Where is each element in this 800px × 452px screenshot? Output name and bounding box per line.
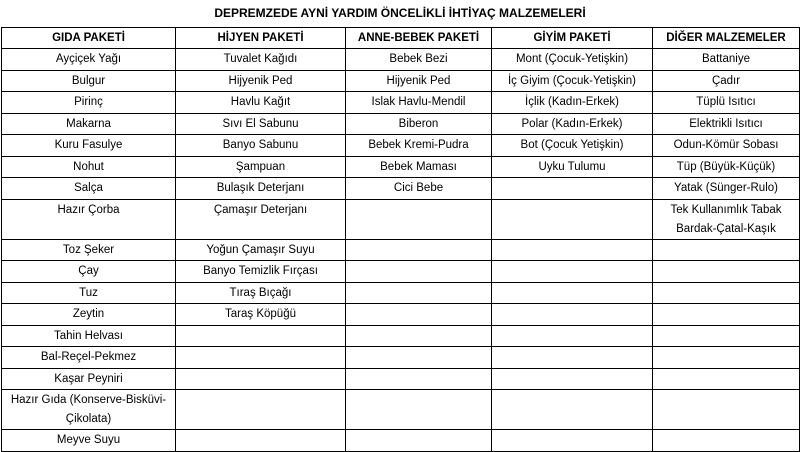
cell-hygiene xyxy=(176,325,346,347)
cell-hygiene: Taraş Köpüğü xyxy=(176,304,346,326)
table-row xyxy=(2,178,800,200)
cell-food: Nohut xyxy=(2,156,176,178)
cell-clothing xyxy=(492,282,653,304)
cell-other xyxy=(653,390,800,430)
cell-food: Tuz xyxy=(2,282,176,304)
cell-mother-baby xyxy=(346,261,492,283)
table-row xyxy=(2,325,800,347)
cell-hygiene: Tıraş Bıçağı xyxy=(176,282,346,304)
cell-hygiene: Tuvalet Kağıdı xyxy=(176,49,346,71)
table-row xyxy=(2,199,800,239)
table-row xyxy=(2,70,800,92)
cell-food: Bal-Reçel-Pekmez xyxy=(2,347,176,369)
cell-clothing: Uyku Tulumu xyxy=(492,156,653,178)
cell-hygiene: Banyo Sabunu xyxy=(176,135,346,157)
cell-clothing xyxy=(492,178,653,200)
cell-clothing xyxy=(492,390,653,430)
cell-clothing xyxy=(492,304,653,326)
cell-clothing: İçlik (Kadın-Erkek) xyxy=(492,92,653,114)
cell-clothing xyxy=(492,368,653,390)
cell-other xyxy=(653,347,800,369)
cell-other: Odun-Kömür Sobası xyxy=(653,135,800,157)
cell-hygiene xyxy=(176,368,346,390)
header-hygiene-package: HİJYEN PAKETİ xyxy=(176,28,346,49)
table-row xyxy=(2,239,800,261)
table-row xyxy=(2,261,800,283)
cell-mother-baby xyxy=(346,304,492,326)
cell-mother-baby xyxy=(346,347,492,369)
cell-clothing: Mont (Çocuk-Yetişkin) xyxy=(492,49,653,71)
table-row xyxy=(2,368,800,390)
cell-mother-baby: Hijyenik Ped xyxy=(346,70,492,92)
cell-hygiene: Havlu Kağıt xyxy=(176,92,346,114)
cell-mother-baby xyxy=(346,199,492,239)
cell-other: Tüp (Büyük-Küçük) xyxy=(653,156,800,178)
cell-mother-baby: Bebek Kremi-Pudra xyxy=(346,135,492,157)
cell-mother-baby: Cici Bebe xyxy=(346,178,492,200)
cell-mother-baby: Islak Havlu-Mendil xyxy=(346,92,492,114)
cell-hygiene xyxy=(176,430,346,452)
supply-table xyxy=(1,27,800,452)
page-title: DEPREMZEDE AYNİ YARDIM ÖNCELİKLİ İHTİYAÇ MALZEMELERİ xyxy=(214,6,586,20)
cell-food: Pirinç xyxy=(2,92,176,114)
cell-other xyxy=(653,430,800,452)
cell-other xyxy=(653,261,800,283)
cell-food: Kuru Fasulye xyxy=(2,135,176,157)
cell-other xyxy=(653,368,800,390)
table-row xyxy=(2,282,800,304)
cell-other: Tek Kullanımlık Tabak Bardak-Çatal-Kaşık xyxy=(653,199,800,239)
cell-mother-baby xyxy=(346,368,492,390)
table-row xyxy=(2,347,800,369)
cell-hygiene: Sıvı El Sabunu xyxy=(176,113,346,135)
header-food-package: GIDA PAKETİ xyxy=(2,28,176,49)
cell-clothing: Bot (Çocuk Yetişkin) xyxy=(492,135,653,157)
cell-clothing xyxy=(492,347,653,369)
cell-hygiene: Banyo Temizlik Fırçası xyxy=(176,261,346,283)
table-row xyxy=(2,135,800,157)
cell-food: Tahin Helvası xyxy=(2,325,176,347)
cell-mother-baby xyxy=(346,282,492,304)
cell-mother-baby xyxy=(346,390,492,430)
cell-clothing: Polar (Kadın-Erkek) xyxy=(492,113,653,135)
header-mother-baby-package: ANNE-BEBEK PAKETİ xyxy=(346,28,492,49)
cell-food: Kaşar Peyniri xyxy=(2,368,176,390)
header-other-materials: DİĞER MALZEMELER xyxy=(653,28,800,49)
cell-other xyxy=(653,239,800,261)
cell-food: Bulgur xyxy=(2,70,176,92)
cell-hygiene: Çamaşır Deterjanı xyxy=(176,199,346,239)
cell-other xyxy=(653,282,800,304)
table-row xyxy=(2,390,800,430)
table-row xyxy=(2,49,800,71)
cell-mother-baby: Bebek Maması xyxy=(346,156,492,178)
cell-food: Hazır Çorba xyxy=(2,199,176,239)
table-row xyxy=(2,92,800,114)
cell-clothing xyxy=(492,261,653,283)
cell-other: Yatak (Sünger-Rulo) xyxy=(653,178,800,200)
cell-clothing xyxy=(492,199,653,239)
cell-hygiene: Hijyenik Ped xyxy=(176,70,346,92)
cell-food: Hazır Gıda (Konserve-Bisküvi-Çikolata) xyxy=(2,390,176,430)
cell-other: Battaniye xyxy=(653,49,800,71)
cell-other: Tüplü Isıtıcı xyxy=(653,92,800,114)
cell-other: Elektrikli Isıtıcı xyxy=(653,113,800,135)
cell-mother-baby xyxy=(346,239,492,261)
cell-food: Salça xyxy=(2,178,176,200)
table-row xyxy=(2,156,800,178)
cell-hygiene xyxy=(176,347,346,369)
cell-clothing xyxy=(492,325,653,347)
cell-hygiene: Bulaşık Deterjanı xyxy=(176,178,346,200)
cell-mother-baby xyxy=(346,430,492,452)
header-row xyxy=(2,28,800,49)
cell-clothing: İç Giyim (Çocuk-Yetişkin) xyxy=(492,70,653,92)
cell-hygiene: Şampuan xyxy=(176,156,346,178)
cell-other xyxy=(653,304,800,326)
cell-food: Ayçiçek Yağı xyxy=(2,49,176,71)
cell-food: Zeytin xyxy=(2,304,176,326)
table-row xyxy=(2,304,800,326)
table-row xyxy=(2,430,800,452)
cell-hygiene xyxy=(176,390,346,430)
cell-clothing xyxy=(492,430,653,452)
cell-food: Çay xyxy=(2,261,176,283)
table-row xyxy=(2,113,800,135)
cell-hygiene: Yoğun Çamaşır Suyu xyxy=(176,239,346,261)
cell-mother-baby: Biberon xyxy=(346,113,492,135)
cell-food: Meyve Suyu xyxy=(2,430,176,452)
header-clothing-package: GİYİM PAKETİ xyxy=(492,28,653,49)
cell-food: Toz Şeker xyxy=(2,239,176,261)
cell-clothing xyxy=(492,239,653,261)
cell-other xyxy=(653,325,800,347)
cell-other: Çadır xyxy=(653,70,800,92)
cell-mother-baby xyxy=(346,325,492,347)
cell-food: Makarna xyxy=(2,113,176,135)
cell-mother-baby: Bebek Bezi xyxy=(346,49,492,71)
